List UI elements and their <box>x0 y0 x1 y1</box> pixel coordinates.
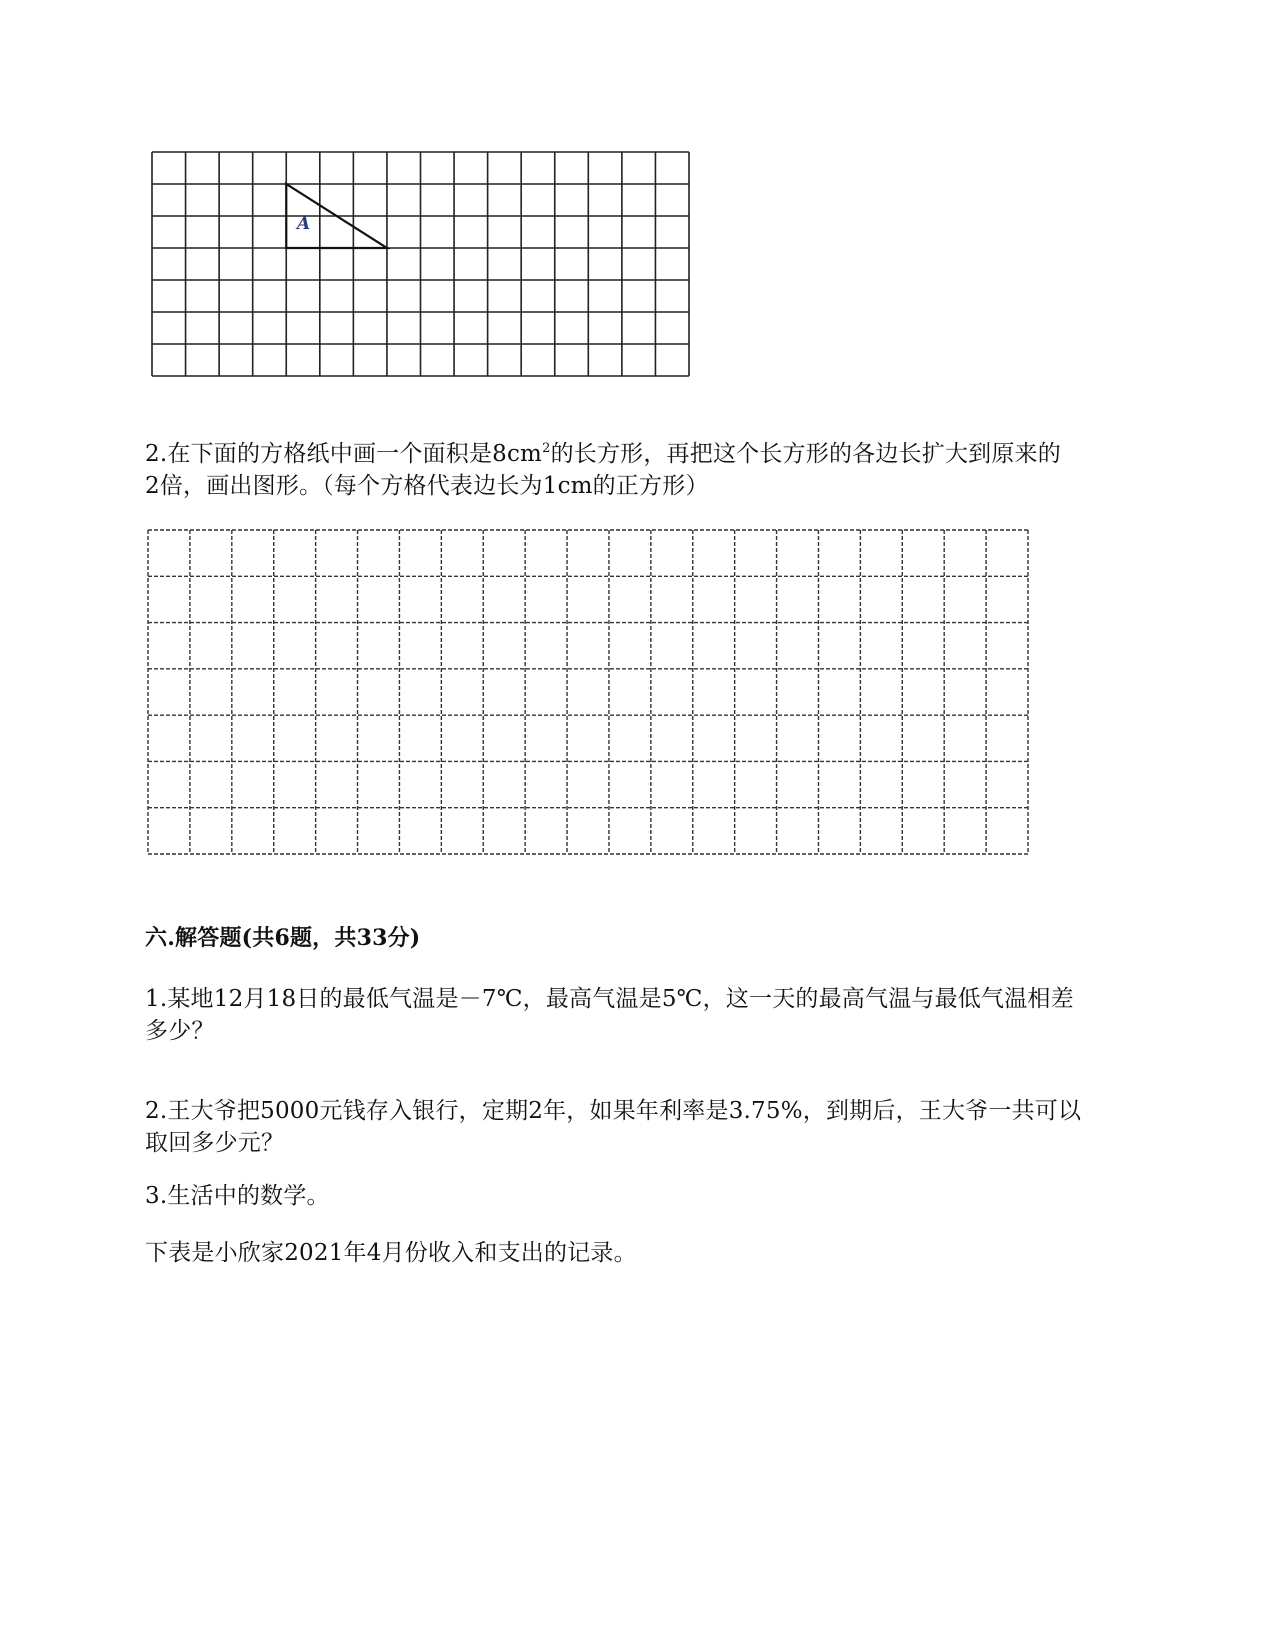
question-2-line2: 2倍，画出图形。（每个方格代表边长为1cm的正方形） <box>145 473 709 499</box>
triangle-label: A <box>297 214 311 234</box>
problem-2-line1: 2.王大爷把5000元钱存入银行，定期2年，如果年利率是3.75%，到期后，王大爷一共可以 <box>145 1098 1082 1124</box>
solid-grid-svg <box>150 150 692 380</box>
question-2-text <box>145 438 1061 502</box>
problem-1 <box>145 983 1074 1047</box>
problem-2 <box>145 1095 1081 1159</box>
solid-grid-figure <box>150 150 692 380</box>
section-6-heading: 六.解答题(共6题，共33分) <box>145 925 421 951</box>
problem-1-line2: 多少？ <box>145 1018 215 1044</box>
problem-2-line2: 取回多少元？ <box>145 1130 285 1156</box>
dashed-grid-svg <box>146 528 1032 858</box>
question-2-line1: 2.在下面的方格纸中画一个面积是$8cm^2$的长方形，再把这个长方形的各边长扩大到原来的 <box>145 441 1061 467</box>
problem-1-line1: 1.某地12月18日的最低气温是－7℃，最高气温是5℃，这一天的最高气温与最低气温相差 <box>145 986 1074 1012</box>
problem-3-title: 3.生活中的数学。 <box>145 1183 330 1209</box>
dashed-grid-figure <box>146 528 1032 858</box>
problem-3-text: 下表是小欣家2021年4月份收入和支出的记录。 <box>145 1240 637 1266</box>
